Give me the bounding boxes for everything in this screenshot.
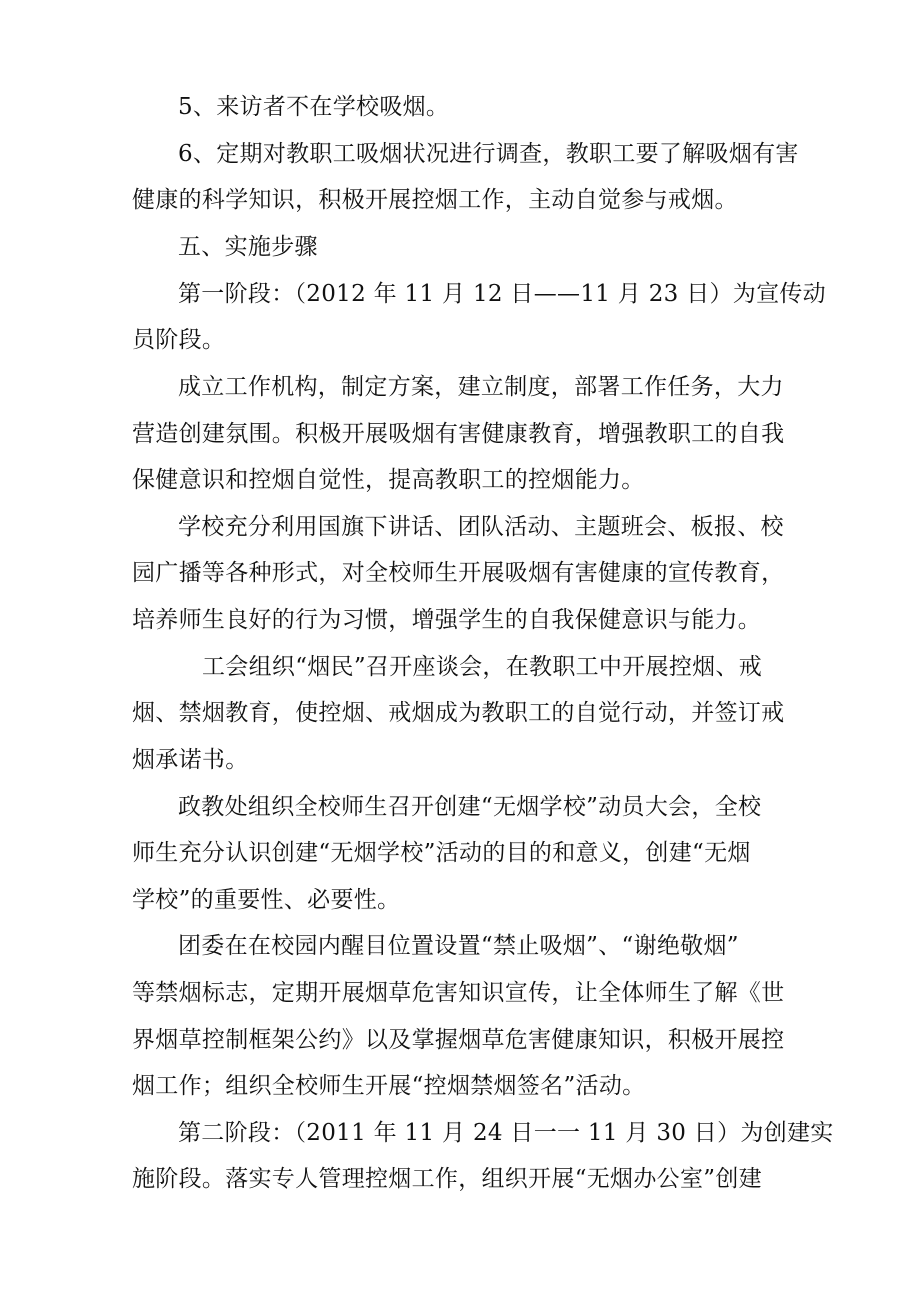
paragraph-5-line-2: 营造创建氛围。积极开展吸烟有害健康教育，增强教职工的自我: [132, 421, 785, 447]
paragraph-5-line-1: 成立工作机构，制定方案，建立制度，部署工作任务，大力: [178, 374, 784, 400]
paragraph-9-line-3: 界烟草控制框架公约》以及掌握烟草危害健康知识，积极开展控: [132, 1027, 785, 1053]
phase-2-line-2: 施阶段。落实专人管理控烟工作，组织开展“无烟办公室”创建: [132, 1166, 762, 1192]
paragraph-9-line-4: 烟工作；组织全校师生开展“控烟禁烟签名”活动。: [132, 1073, 646, 1099]
paragraph-1-line-1: 5、来访者不在学校吸烟。: [178, 94, 450, 120]
paragraph-5-line-3: 保健意识和控烟自觉性，提高教职工的控烟能力。: [132, 467, 645, 493]
paragraph-7-line-3: 烟承诺书。: [132, 747, 249, 773]
paragraph-8-line-1: 政教处组织全校师生召开创建“无烟学校”动员大会，全校: [178, 794, 762, 820]
paragraph-6-line-2: 园广播等各种形式，对全校师生开展吸烟有害健康的宣传教育，: [132, 560, 785, 586]
paragraph-9-line-1: 团委在在校园内醒目位置设置“禁止吸烟”、“谢绝敬烟”: [178, 933, 739, 959]
paragraph-8-line-2: 师生充分认识创建“无烟学校”活动的目的和意义，创建“无烟: [132, 840, 751, 866]
phase-2-line-1: 第二阶段：（2011 年 11 月 24 日一一 11 月 30 日）为创建实: [178, 1120, 834, 1146]
paragraph-7-line-1: 工会组织“烟民”召开座谈会，在教职工中开展控烟、戒: [202, 654, 763, 680]
section-heading: 五、实施步骤: [178, 234, 318, 260]
paragraph-2-line-2: 健康的科学知识，积极开展控烟工作，主动自觉参与戒烟。: [132, 187, 738, 213]
paragraph-6-line-1: 学校充分利用国旗下讲话、团队活动、主题班会、板报、校: [178, 514, 784, 540]
phase-1-line-1: 第一阶段：（2012 年 11 月 12 日——11 月 23 日）为宣传动: [178, 281, 826, 307]
paragraph-2-line-1: 6、定期对教职工吸烟状况进行调查，教职工要了解吸烟有害: [178, 141, 799, 167]
paragraph-7-line-2: 烟、禁烟教育，使控烟、戒烟成为教职工的自觉行动，并签订戒: [132, 700, 785, 726]
paragraph-6-line-3: 培养师生良好的行为习惯，增强学生的自我保健意识与能力。: [132, 607, 762, 633]
paragraph-8-line-3: 学校”的重要性、必要性。: [132, 887, 401, 913]
paragraph-9-line-2: 等禁烟标志，定期开展烟草危害知识宣传，让全体师生了解《世: [132, 980, 785, 1006]
phase-1-line-2: 员阶段。: [132, 327, 226, 353]
